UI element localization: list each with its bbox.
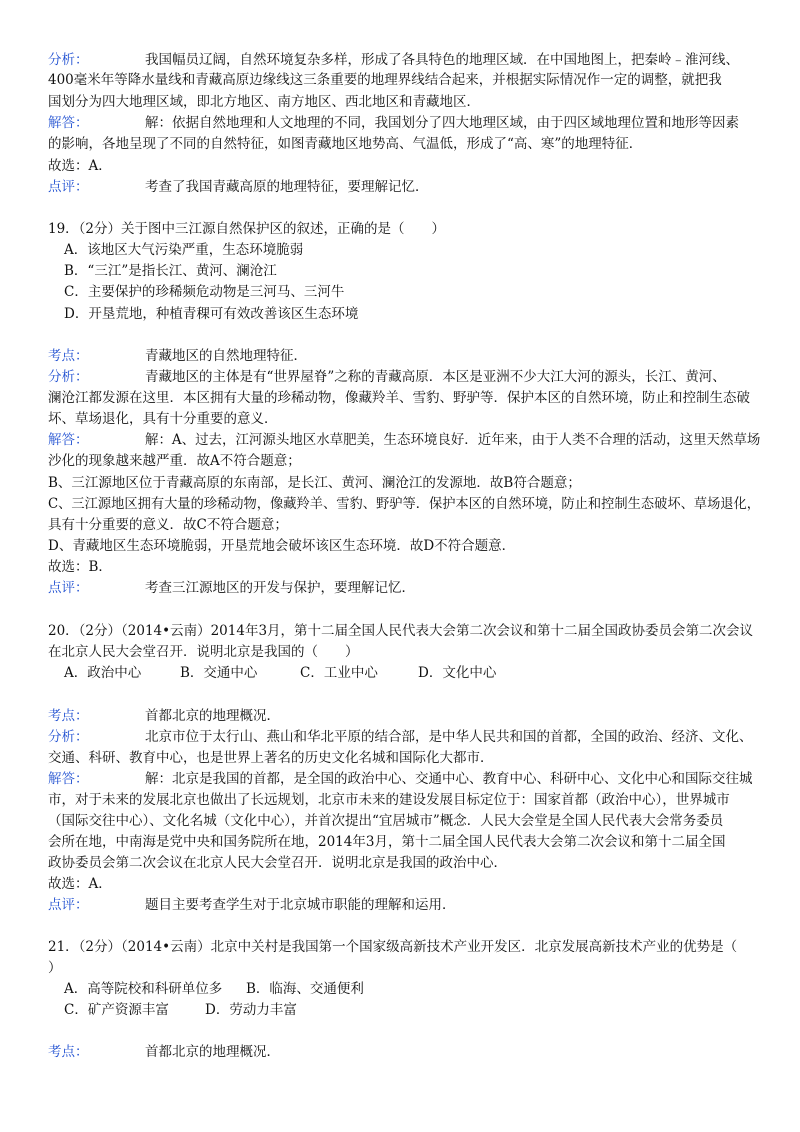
answer-text: 的影响，各地呈现了不同的自然特征，如图青藏地区地势高、气温低，形成了“高、寒”的地理特征． xyxy=(48,136,643,152)
point-text: 首都北京的地理概况． xyxy=(145,708,280,724)
answer-text: 政协委员会第二次会议在北京人民大会堂召开．说明北京是我国的政治中心． xyxy=(48,855,507,871)
answer-text: 具有十分重要的意义．故C不符合题意； xyxy=(48,517,288,533)
answer-label: 解答： xyxy=(48,115,89,131)
answer-text: D、青藏地区生态环境脆弱，开垦荒地会破坏该区生态环境．故D不符合题意． xyxy=(48,538,516,554)
answer-text: 市，对于未来的发展北京也做出了长远规划，北京市未来的建设发展目标定位于：国家首都（政治中心），世界城市 xyxy=(48,792,730,808)
answer-text: 会所在地，中南海是党中央和国务院所在地，2014年3月，第十二届全国人民代表大会第二次会议和第十二届全国 xyxy=(48,834,726,850)
answer-text: 解：A、过去，江河源头地区水草肥美，生态环境良好．近年来，由于人类不合理的活动，这里天然草场 xyxy=(145,432,761,448)
analysis-text: 北京市位于太行山、燕山和华北平原的结合部，是中华人民共和国的首都，全国的政治、经济、文化、 xyxy=(145,729,753,745)
review-label: 点评： xyxy=(48,179,89,195)
option-d: D．劳动力丰富 xyxy=(205,1002,297,1018)
point-label: 考点： xyxy=(48,708,89,724)
option-a: A．该地区大气污染严重，生态环境脆弱 xyxy=(64,242,304,258)
review-text: 考查了我国青藏高原的地理特征，要理解记忆． xyxy=(145,179,429,195)
choice-text: 故选：A． xyxy=(48,158,112,174)
analysis-text: 国划分为四大地理区域，即北方地区、南方地区、西北地区和青藏地区． xyxy=(48,94,480,110)
answer-label: 解答： xyxy=(48,771,89,787)
analysis-text: 坏、草场退化，具有十分重要的意义． xyxy=(48,411,278,427)
review-text: 考查三江源地区的开发与保护，要理解记忆． xyxy=(145,580,415,596)
point-label: 考点： xyxy=(48,348,89,364)
analysis-label: 分析： xyxy=(48,729,89,745)
option-b: B．交通中心 xyxy=(180,665,258,681)
option-d: D．开垦荒地，种植青稞可有效改善该区生态环境 xyxy=(64,306,359,322)
answer-text: （国际交往中心）、文化名城（文化中心），并首次提出“宜居城市”概念．人民大会堂是全国人民代表大会常务委员 xyxy=(48,813,724,829)
question-20-stem: 20．（2分）（2014•云南）2014年3月，第十二届全国人民代表大会第二次会议和第十二届全国政协委员会第二次会议 xyxy=(48,623,754,639)
answer-text: B、三江源地区位于青藏高原的东南部，是长江、黄河、澜沧江的发源地．故B符合题意； xyxy=(48,475,581,491)
analysis-text: 我国幅员辽阔，自然环境复杂多样，形成了各具特色的地理区域．在中国地图上，把秦岭﹣淮河线、 xyxy=(145,52,739,68)
answer-label: 解答： xyxy=(48,432,89,448)
question-21-stem: 21．（2分）（2014•云南）北京中关村是我国第一个国家级高新技术产业开发区．北京发展高新技术产业的优势是（ xyxy=(48,939,738,955)
point-label: 考点： xyxy=(48,1044,89,1060)
question-21-stem: ） xyxy=(48,960,62,976)
answer-text: C、三江源地区拥有大量的珍稀动物，像藏羚羊、雪豹、野驴等．保护本区的自然环境，防止和控制生态破坏、草场退化， xyxy=(48,496,761,512)
option-b: B．“三江”是指长江、黄河、澜沧江 xyxy=(64,263,277,279)
question-20-stem: 在北京人民大会堂召开．说明北京是我国的（ ） xyxy=(48,644,359,660)
point-text: 青藏地区的自然地理特征． xyxy=(145,348,307,364)
analysis-text: 400毫米年等降水量线和青藏高原边缘线这三条重要的地理界线结合起来，并根据实际情况作一定的调整，就把我 xyxy=(48,72,722,88)
answer-text: 沙化的现象越来越严重．故A不符合题意； xyxy=(48,453,301,469)
option-c: C．工业中心 xyxy=(300,665,378,681)
analysis-text: 交通、科研、教育中心，也是世界上著名的历史文化名城和国际化大都市． xyxy=(48,750,494,766)
option-c: C．矿产资源丰富 xyxy=(64,1002,169,1018)
analysis-text: 澜沧江都发源在这里．本区拥有大量的珍稀动物，像藏羚羊、雪豹、野驴等．保护本区的自然环境，防止和控制生态破 xyxy=(48,390,750,406)
analysis-label: 分析： xyxy=(48,369,89,385)
point-text: 首都北京的地理概况． xyxy=(145,1044,280,1060)
analysis-label: 分析： xyxy=(48,52,89,68)
option-d: D．文化中心 xyxy=(418,665,497,681)
option-b: B．临海、交通便利 xyxy=(246,981,364,997)
option-a: A．高等院校和科研单位多 xyxy=(64,981,223,997)
review-label: 点评： xyxy=(48,897,89,913)
question-19-stem: 19．（2分）关于图中三江源自然保护区的叙述，正确的是（ ） xyxy=(48,221,446,237)
option-a: A．政治中心 xyxy=(64,665,142,681)
option-c: C．主要保护的珍稀频危动物是三河马、三河牛 xyxy=(64,284,345,300)
analysis-text: 青藏地区的主体是有“世界屋脊”之称的青藏高原．本区是亚洲不少大江大河的源头，长江、黄河、 xyxy=(145,369,726,385)
answer-text: 解：北京是我国的首都，是全国的政治中心、交通中心、教育中心、科研中心、文化中心和国际交往城 xyxy=(145,771,753,787)
review-text: 题目主要考查学生对于北京城市职能的理解和运用． xyxy=(145,897,456,913)
review-label: 点评： xyxy=(48,580,89,596)
choice-text: 故选：A． xyxy=(48,876,112,892)
answer-text: 解：依据自然地理和人文地理的不同，我国划分了四大地理区域，由于四区域地理位置和地形等因素 xyxy=(145,115,739,131)
choice-text: 故选：B． xyxy=(48,559,112,575)
